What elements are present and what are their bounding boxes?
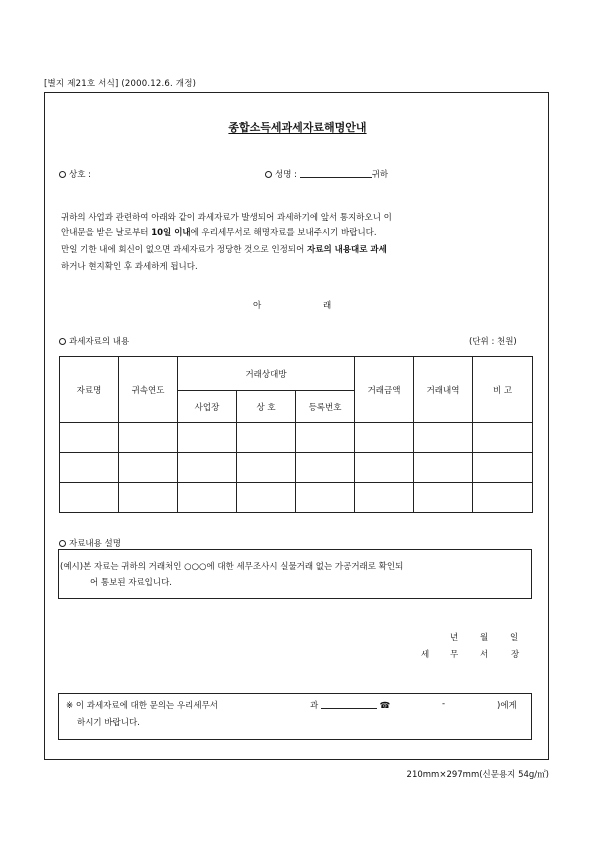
table-cell[interactable]: [178, 453, 237, 483]
table-cell[interactable]: [296, 483, 355, 513]
phone-dash: -: [442, 699, 446, 709]
date-day: 일: [510, 633, 519, 643]
body-line-1: 귀하의 사업과 관련하여 아래와 같이 과세자료가 발생되어 과세하기에 앞서 통지하오니 이: [61, 213, 392, 223]
col-header-regno: 등록번호: [296, 391, 355, 423]
table-cell[interactable]: [296, 423, 355, 453]
below-label-2: 래: [323, 301, 332, 311]
phone-icon: ☎: [379, 701, 391, 711]
table-cell[interactable]: [473, 453, 533, 483]
col-header-note: 비 고: [473, 357, 533, 423]
body-line-2: [61, 226, 377, 238]
tax-data-table: [59, 356, 533, 513]
honorific: 귀하: [371, 170, 389, 180]
deadline-text: 10일 이내: [151, 228, 191, 238]
col-header-item: 자료명: [60, 357, 119, 423]
inquiry-line-2: 하시기 바랍니다.: [77, 718, 140, 728]
form-header: [별지 제21호 서식] (2000.12.6. 개정): [44, 79, 197, 89]
table-cell[interactable]: [473, 423, 533, 453]
body-line-3: [61, 243, 387, 255]
table-cell[interactable]: [119, 483, 178, 513]
table-cell[interactable]: [355, 453, 414, 483]
table-cell[interactable]: [414, 453, 473, 483]
body-line-2-pre: 안내문을 받은 날로부터: [61, 228, 152, 238]
table-cell[interactable]: [237, 423, 296, 453]
section-data-description-label: 자료내용 설명: [69, 539, 121, 549]
paper-spec: 210mm×297mm(신문용지 54g/㎡): [406, 770, 549, 780]
date-month: 월: [480, 633, 489, 643]
name-blank-line: [300, 169, 372, 178]
description-box[interactable]: [58, 549, 532, 599]
table-row: [60, 483, 533, 513]
circle-bullet-icon: [59, 338, 66, 345]
body-line-4: 하거나 현지확인 후 과세하게 됩니다.: [61, 262, 198, 272]
section-tax-data-label: 과세자료의 내용: [69, 337, 130, 347]
dept-blank-line: [321, 700, 377, 709]
office-char-4: 장: [511, 650, 520, 660]
circle-bullet-icon: [265, 171, 272, 178]
col-header-company: 상 호: [237, 391, 296, 423]
title-text: 종합소득세과세자료해명안내: [228, 121, 367, 134]
table-cell[interactable]: [60, 483, 119, 513]
table-cell[interactable]: [178, 423, 237, 453]
table-cell[interactable]: [414, 483, 473, 513]
table-cell[interactable]: [237, 453, 296, 483]
body-line-3-pre: 만일 기한 내에 회신이 없으면 과세자료가 정당한 것으로 인정되어: [61, 245, 308, 255]
company-field: [59, 168, 91, 180]
below-label-1: 아: [253, 301, 262, 311]
inquiry-dept: [310, 699, 390, 711]
name-field: [265, 168, 388, 180]
table-cell[interactable]: [237, 483, 296, 513]
office-char-3: 서: [480, 650, 489, 660]
dept-label: 과: [310, 701, 319, 711]
table-cell[interactable]: [60, 453, 119, 483]
office-char-1: 세: [421, 650, 430, 660]
table-cell[interactable]: [355, 483, 414, 513]
table-cell[interactable]: [119, 453, 178, 483]
office-char-2: 무: [450, 650, 459, 660]
table-cell[interactable]: [473, 483, 533, 513]
page-title: [0, 119, 595, 135]
table-cell[interactable]: [60, 423, 119, 453]
col-header-year: 귀속연도: [119, 357, 178, 423]
table-cell[interactable]: [296, 453, 355, 483]
inquiry-text: ※ 이 과세자료에 대한 문의는 우리세무서: [66, 701, 219, 711]
description-line-1: (예시)본 자료는 귀하의 거래처인 ○○○에 대한 세무조사시 실물거래 없는 가공거래로 확인되: [60, 562, 404, 572]
circle-bullet-icon: [59, 540, 66, 547]
description-line-2: 어 통보된 자료입니다.: [90, 578, 173, 588]
table-cell[interactable]: [119, 423, 178, 453]
section-data-description: [59, 537, 121, 549]
body-line-2-post: 에 우리세무서로 해명자료를 보내주시기 바랍니다.: [190, 228, 377, 238]
unit-label: (단위 : 천원): [469, 337, 517, 347]
col-header-place: 사업장: [178, 391, 237, 423]
col-header-partner: 거래상대방: [178, 357, 355, 391]
date-year: 년: [450, 633, 459, 643]
name-label: 성명 :: [275, 170, 297, 180]
section-tax-data: [59, 335, 129, 347]
taxation-text: 자료의 내용대로 과세: [307, 245, 387, 255]
table-cell[interactable]: [355, 423, 414, 453]
table-cell[interactable]: [178, 483, 237, 513]
table-cell[interactable]: [414, 423, 473, 453]
inquiry-suffix: )에게: [497, 701, 517, 711]
company-label: 상호 :: [69, 170, 91, 180]
circle-bullet-icon: [59, 171, 66, 178]
col-header-amount: 거래금액: [355, 357, 414, 423]
table-row: [60, 453, 533, 483]
table-row: [60, 423, 533, 453]
col-header-detail: 거래내역: [414, 357, 473, 423]
